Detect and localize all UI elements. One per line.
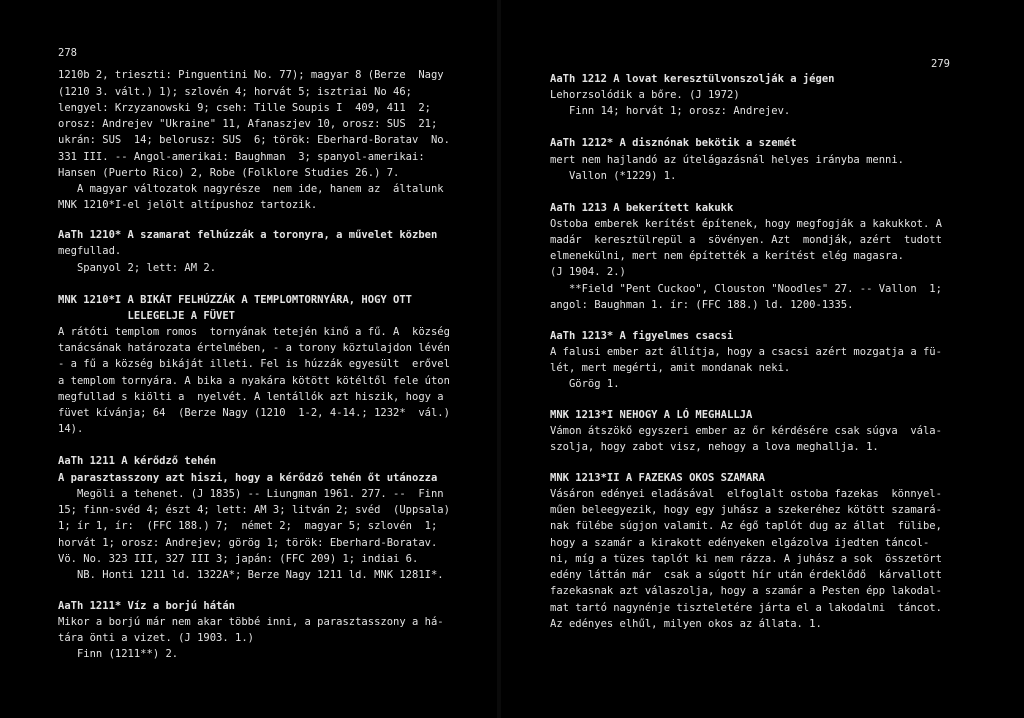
text-line: a templom tornyára. A bika a nyakára kötött kötéltől fele úton <box>58 375 450 387</box>
entry-heading: AaTh 1210* A szamarat felhúzzák a toronyra, a művelet közben <box>58 229 438 241</box>
text-line: füvet kívánja; 64 (Berze Nagy (1210 1-2, 4-14.; 1232* vál.) <box>58 407 450 419</box>
text-line: 14). <box>58 423 84 435</box>
text-line: orosz: Andrejev "Ukraine" 11, Afanaszjev 10, orosz: SUS 21; <box>58 118 438 130</box>
entry-heading: LELEGELJE A FÜVET <box>58 310 236 322</box>
text-line: Finn (1211**) 2. <box>58 648 179 660</box>
text-line: Vallon (*1229) 1. <box>550 170 677 182</box>
text-line: Lehorzsolódik a bőre. (J 1972) <box>550 89 740 101</box>
text-line: műen beleegyezik, hogy egy juhász a szekeréhez kötött szamará- <box>550 504 942 516</box>
text-line: szolja, hogy zabot visz, nehogy a lova meghallja. 1. <box>550 441 879 453</box>
right-page <box>501 0 1024 718</box>
text-line: tára önti a vizet. (J 1903. 1.) <box>58 632 254 644</box>
text-line: nak fülébe súgjon valamit. Az égő taplót dug az állat fülibe, <box>550 520 942 532</box>
text-line: mert nem hajlandó az útelágazásnál helyes irányba menni. <box>550 154 905 166</box>
entry-heading: MNK 1213*I NEHOGY A LÓ MEGHALLJA <box>550 409 753 421</box>
text-line: 15; finn-svéd 4; észt 4; lett: AM 3; litván 2; svéd (Uppsala) <box>58 504 450 516</box>
text-line: fazekasnak azt válaszolja, hogy a szamár a Pesten épp lakodal- <box>550 585 942 597</box>
text-line: mat tartó nagynénje tiszteletére járta el a lakodalmi táncot. <box>550 602 942 614</box>
text-line: Spanyol 2; lett: AM 2. <box>58 262 217 274</box>
text-line: lengyel: Krzyzanowski 9; cseh: Tille Soupis I 409, 411 2; <box>58 102 431 114</box>
text-line: (J 1904. 2.) <box>550 266 626 278</box>
text-line: hogy a szamár a kirakott edényeken elgázolva ijedten táncol- <box>550 537 930 549</box>
text-line: angol: Baughman 1. ír: (FFC 188.) ld. 1200-1335. <box>550 299 854 311</box>
page-number-left: 278 <box>58 47 77 59</box>
text-line: A magyar változatok nagyrésze nem ide, hanem az általunk <box>58 183 444 195</box>
entry-heading: AaTh 1212* A disznónak bekötik a szemét <box>550 137 797 149</box>
text-line: Vö. No. 323 III, 327 III 3; japán: (FFC 209) 1; indiai 6. <box>58 553 419 565</box>
page-number-right: 279 <box>931 58 950 70</box>
entry-heading: MNK 1210*I A BIKÁT FELHÚZZÁK A TEMPLOMTORNYÁRA, HOGY OTT <box>58 294 413 306</box>
entry-heading: AaTh 1213 A bekerített kakukk <box>550 202 734 214</box>
left-page <box>0 0 497 718</box>
text-line: ukrán: SUS 14; belorusz: SUS 6; török: Eberhard-Boratav No. <box>58 134 450 146</box>
text-line: 1; ír 1, ír: (FFC 188.) 7; német 2; magyar 5; szlovén 1; <box>58 520 438 532</box>
entry-heading: AaTh 1213* A figyelmes csacsi <box>550 330 734 342</box>
text-line: A rátóti templom romos tornyának tetején kinő a fű. A község <box>58 326 450 338</box>
text-line: Hansen (Puerto Rico) 2, Robe (Folklore Studies 26.) 7. <box>58 167 400 179</box>
text-line: Görög 1. <box>550 378 620 390</box>
text-line: Megöli a tehenet. (J 1835) -- Liungman 1961. 277. -- Finn <box>58 488 444 500</box>
text-line: Mikor a borjú már nem akar többé inni, a parasztasszony a há- <box>58 616 444 628</box>
entry-heading: MNK 1213*II A FAZEKAS OKOS SZAMARA <box>550 472 765 484</box>
text-line: Vásáron edényei eladásával elfoglalt ostoba fazekas könnyel- <box>550 488 942 500</box>
text-line: MNK 1210*I-el jelölt altípushoz tartozik. <box>58 199 318 211</box>
text-line: 1210b 2, trieszti: Pinguentini No. 77); magyar 8 (Berze Nagy <box>58 69 444 81</box>
text-line: - a fű a község bikáját illeti. Fel is húzzák egyesült erővel <box>58 358 450 370</box>
text-line: elmenekülni, mert nem építették a kerítést elég magasra. <box>550 250 905 262</box>
entry-heading: AaTh 1212 A lovat keresztülvonszolják a jégen <box>550 73 835 85</box>
text-line: 331 III. -- Angol-amerikai: Baughman 3; spanyol-amerikai: <box>58 151 425 163</box>
text-line: lét, mert megérti, amit mondanak neki. <box>550 362 791 374</box>
text-line: megfullad. <box>58 245 122 257</box>
text-line: **Field "Pent Cuckoo", Clouston "Noodles" 27. -- Vallon 1; <box>550 283 942 295</box>
text-line: Vámon átszökő egyszeri ember az őr kérdésére csak súgva vála- <box>550 425 942 437</box>
text-line: (1210 3. vált.) 1); szlovén 4; horvát 5; isztriai No 46; <box>58 86 413 98</box>
text-line: edény láttán már csak a súgott hír után érdeklődő kárvallott <box>550 569 942 581</box>
text-line: horvát 1; orosz: Andrejev; görög 1; török: Eberhard-Boratav. <box>58 537 438 549</box>
text-line: Ostoba emberek kerítést építenek, hogy megfogják a kakukkot. A <box>550 218 942 230</box>
text-line: Az edényes elhűl, milyen okos az állata. 1. <box>550 618 822 630</box>
text-line: megfullad s kiölti a nyelvét. A lentállók azt hiszik, hogy a <box>58 391 444 403</box>
text-line: ni, míg a tüzes taplót ki nem rázza. A juhász a sok összetört <box>550 553 942 565</box>
entry-heading: A parasztasszony azt hiszi, hogy a kérődző tehén őt utánozza <box>58 472 438 484</box>
text-line: NB. Honti 1211 ld. 1322A*; Berze Nagy 1211 ld. MNK 1281I*. <box>58 569 444 581</box>
text-line: Finn 14; horvát 1; orosz: Andrejev. <box>550 105 791 117</box>
text-line: A falusi ember azt állítja, hogy a csacsi azért mozgatja a fü- <box>550 346 942 358</box>
text-line: tanácsának határozata értelmében, - a torony köztulajdon lévén <box>58 342 450 354</box>
entry-heading: AaTh 1211 A kérődző tehén <box>58 455 217 467</box>
text-line: madár keresztülrepül a sövényen. Azt mondják, azért tudott <box>550 234 942 246</box>
entry-heading: AaTh 1211* Víz a borjú hátán <box>58 600 236 612</box>
